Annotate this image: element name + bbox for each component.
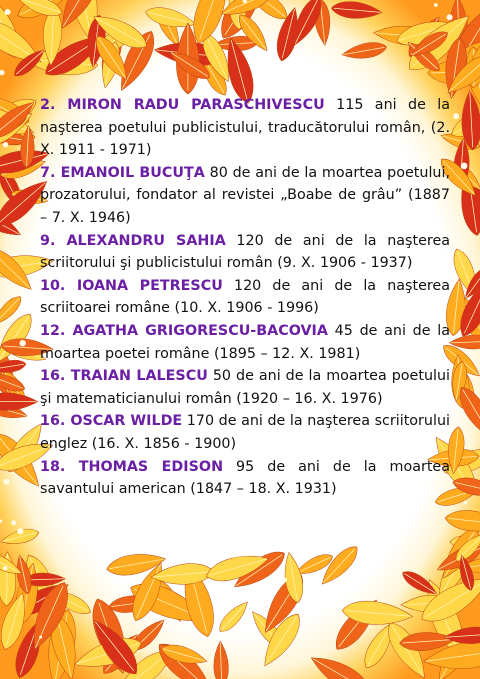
entry-day: 9. [40, 232, 56, 249]
sparkle-icon [0, 70, 5, 75]
leaf-icon [444, 508, 480, 534]
leaf-icon [306, 649, 375, 679]
list-item [40, 365, 450, 410]
sparkle-icon [453, 113, 459, 119]
entry-day: 10. [40, 277, 66, 294]
list-item [40, 230, 450, 275]
entry-day: 12. [40, 322, 66, 339]
sparkle-icon [0, 520, 2, 523]
sparkle-icon [5, 9, 11, 15]
sparkle-icon [11, 520, 16, 525]
list-item [40, 275, 450, 320]
list-item [40, 456, 450, 501]
entry-day: 2. [40, 97, 56, 113]
sparkle-icon [464, 501, 467, 504]
sparkle-icon [39, 636, 42, 639]
sparkle-icon [20, 340, 26, 346]
sparkle-icon [4, 479, 10, 485]
entry-text: 95 de ani de la moartea savantului american (1847 – 18. X. 1931) [40, 458, 450, 498]
entry-name: IOANA PETRESCU [76, 277, 223, 294]
leaf-icon [215, 598, 252, 636]
list-item [40, 410, 450, 455]
entry-day: 7. [40, 164, 56, 181]
entry-text: 80 de ani de la moartea poetului, prozatorului, fondator al revistei „Boabe de grâu” (1887 – 7. X. 1946) [40, 164, 450, 226]
entry-text: 170 de ani de la naşterea scriitorului englez (16. X. 1856 - 1900) [40, 413, 450, 452]
sparkle-icon [17, 528, 23, 534]
sparkle-icon [447, 14, 453, 20]
entry-name: OSCAR WILDE [70, 413, 183, 430]
entry-name: ALEXANDRU SAHIA [66, 232, 226, 249]
sparkle-icon [459, 245, 466, 252]
anniversary-list [40, 94, 450, 501]
entry-day: 16. [40, 413, 66, 430]
leaf-icon [341, 40, 388, 62]
entry-text: 120 de ani de la naşterea scriitoarei române (10. X. 1906 - 1996) [40, 277, 450, 317]
list-item [40, 162, 450, 230]
entry-name: TRAIAN LALESCU [70, 368, 208, 385]
sparkle-icon [461, 163, 468, 170]
leaf-icon [213, 641, 229, 679]
entry-name: AGATHA GRIGORESCU-BACOVIA [72, 322, 328, 339]
sparkle-icon [3, 566, 7, 570]
entry-name: EMANOIL BUCUŢA [60, 164, 205, 181]
entry-day: 18. [40, 458, 66, 475]
list-item [40, 94, 450, 162]
entry-text: 115 ani de la naşterea poetului publicistului, traducătorului român, (2. X. 1911 - 1971) [40, 97, 450, 159]
sparkle-icon [434, 3, 438, 7]
leaf-icon [331, 0, 383, 21]
sparkle-icon [3, 142, 8, 147]
entry-text: 120 de ani de la naşterea scriitorului şi publicistului român (9. X. 1906 - 1937) [40, 232, 451, 272]
sparkle-icon [282, 577, 287, 582]
entry-name: THOMAS EDISON [78, 458, 224, 475]
entry-day: 16. [40, 368, 66, 385]
entry-name: MIRON RADU PARASCHIVESCU [67, 97, 325, 113]
entry-text: 45 de ani de la moartea poetei române (1895 – 12. X. 1981) [40, 322, 451, 362]
list-item [40, 320, 450, 365]
entry-text: 50 de ani de la moartea poetului şi matematicianului român (1920 – 16. X. 1976) [40, 368, 451, 407]
leaf-icon [0, 393, 38, 411]
